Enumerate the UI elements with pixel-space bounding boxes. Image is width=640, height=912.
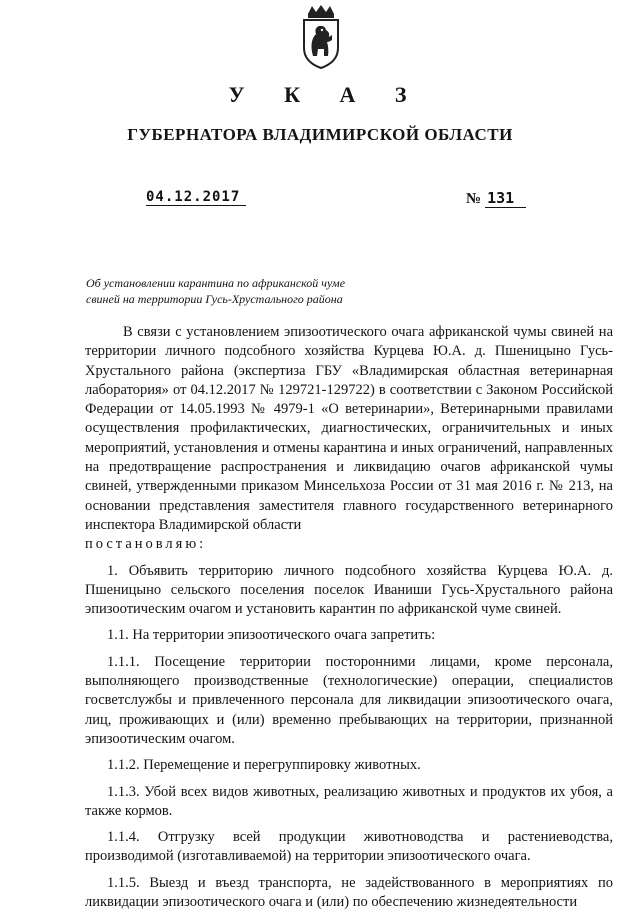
- clause-1-1-4: 1.1.4. Отгрузку всей продукции животноводства и растениеводства, производимой (изготавливаемой) на территории эпизоотического очага.: [85, 829, 613, 865]
- number-value: 131: [485, 189, 526, 208]
- subject-line-1: Об установлении карантина по африканской чуме: [86, 276, 346, 290]
- document-title: У К А З: [228, 82, 424, 107]
- clause-1-1-3: 1.1.3. Убой всех видов животных, реализацию животных и продуктов их убоя, а также кормов.: [85, 783, 613, 819]
- decree-verb: постановляю:: [85, 536, 207, 553]
- decree-number: [466, 189, 526, 208]
- subject-line-2: свиней на территории Гусь-Хрустального района: [86, 292, 343, 306]
- preamble-paragraph: В связи с установлением эпизоотического очага африканской чумы свиней на территории личного подсобного хозяйства Курцева Ю.А. д. Пшеницыно Гусь-Хрустального района (экспертиза ГБУ «Владимирская областная ветеринарная лаборатория» от 04.12.2017 № 129721-129722) в соответствии с Законом Российской Федерации от 14.05.1993 № 4979-1 «О ветеринарии», Ветеринарными правилами осуществления профилактических, диагностических, ограничительных и иных мероприятий, установления и отмены карантина и иных ограничений, направленных на предотвращение распространения и ликвидацию очагов африканской чумы свиней, утвержденными приказом Минсельхоза России от 31 мая 2016 г. № 213, на основании представления заместителя главного государственного ветеринарного инспектора Владимирской области: [85, 324, 613, 533]
- clause-1-1-5: 1.1.5. Выезд и въезд транспорта, не задействованного в мероприятиях по ликвидации эпизоотического очага и (или) по обеспечению жизнедеятельности: [85, 874, 613, 911]
- decree-body: [85, 323, 613, 912]
- clause-1-1: 1.1. На территории эпизоотического очага запретить:: [107, 627, 436, 644]
- clause-1-1-2: 1.1.2. Перемещение и перегруппировку животных.: [107, 757, 421, 774]
- decree-subject: [86, 275, 386, 307]
- coat-of-arms-emblem: [296, 4, 346, 70]
- document-issuer: ГУБЕРНАТОРА ВЛАДИМИРСКОЙ ОБЛАСТИ: [127, 125, 513, 144]
- clause-1: 1. Объявить территорию личного подсобного хозяйства Курцева Ю.А. д. Пшеницыно сельского поселения поселок Иваниши Гусь-Хрустального района эпизоотическим очагом и установить карантин по африканской чуме свиней.: [85, 562, 613, 618]
- clause-1-1-1: 1.1.1. Посещение территории посторонними лицами, кроме персонала, выполняющего производственные (технологические) операции, специалистов госветслужбы и привлеченного персонала для ликвидации эпизоотического очага, лиц, проживающих и (или) временно пребывающих на территории, признанной эпизоотическим очагом.: [85, 653, 613, 747]
- decree-date: 04.12.2017: [146, 189, 246, 206]
- number-label: №: [466, 191, 482, 207]
